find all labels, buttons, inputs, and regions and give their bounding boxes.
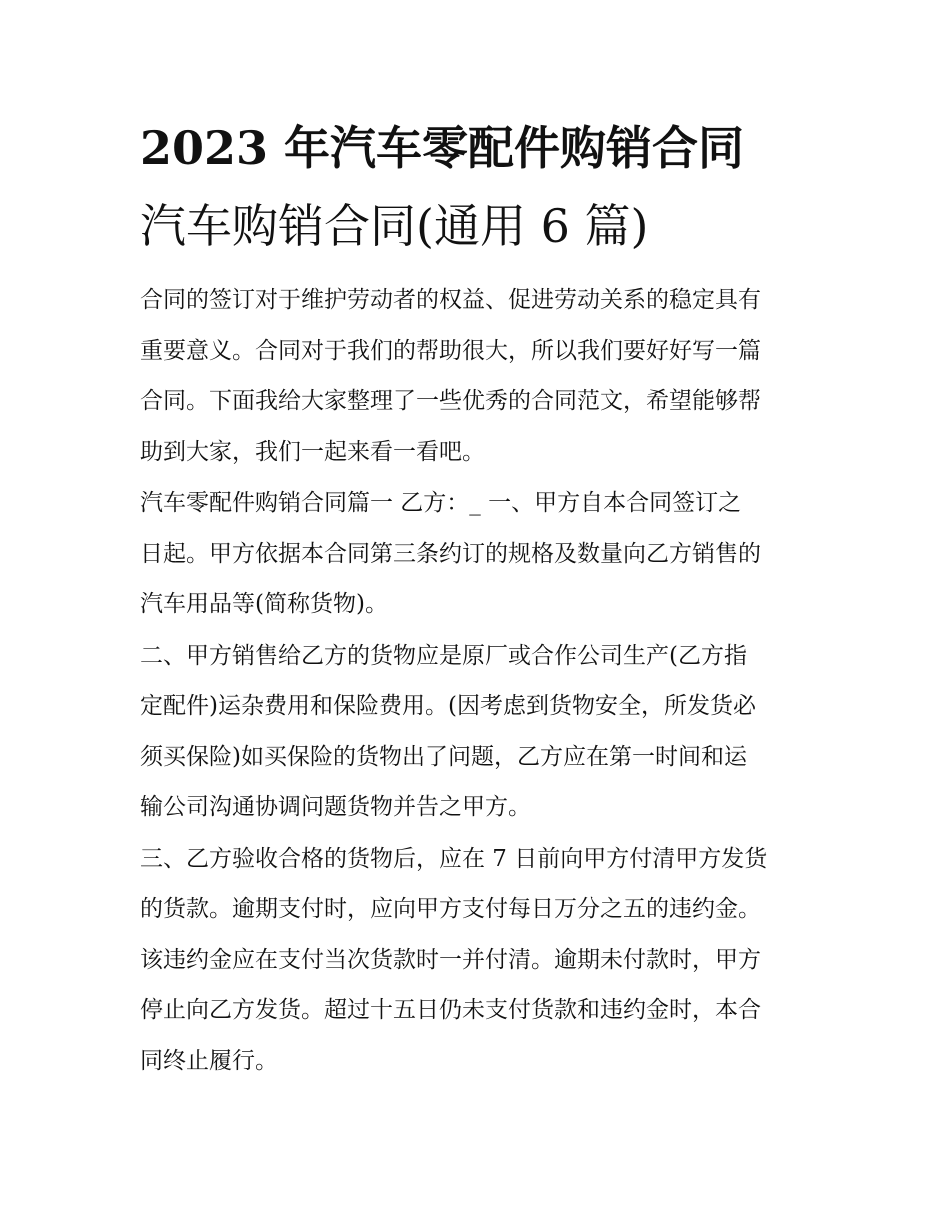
body-line: 定配件)运杂费用和保险费用。(因考虑到货物安全，所发货必: [140, 693, 756, 719]
document-title-line-1: 2023 年汽车零配件购销合同: [140, 121, 745, 175]
body-line: 助到大家，我们一起来看一看吧。: [140, 439, 485, 465]
body-line: 合同的签订对于维护劳动者的权益、促进劳动关系的稳定具有: [140, 287, 761, 313]
body-line: 重要意义。合同对于我们的帮助很大，所以我们要好好写一篇: [140, 338, 761, 364]
body-line: 该违约金应在支付当次货款时一并付清。逾期未付款时，甲方: [140, 947, 761, 973]
body-line: 合同。下面我给大家整理了一些优秀的合同范文，希望能够帮: [140, 388, 761, 414]
body-line: 汽车零配件购销合同篇一 乙方：_ 一、甲方自本合同签订之: [140, 490, 742, 516]
body-line: 三、乙方验收合格的货物后，应在 7 日前向甲方付清甲方发货: [140, 846, 768, 872]
body-line: 汽车用品等(简称货物)。: [140, 591, 388, 617]
body-line: 须买保险)如买保险的货物出了问题，乙方应在第一时间和运: [140, 744, 747, 770]
body-line: 输公司沟通协调问题货物并告之甲方。: [140, 794, 531, 820]
body-line: 同终止履行。: [140, 1048, 278, 1074]
body-line: 停止向乙方发货。超过十五日仍未支付货款和违约金时，本合: [140, 997, 761, 1023]
body-line: 日起。甲方依据本合同第三条约订的规格及数量向乙方销售的: [140, 541, 761, 567]
document-title-line-2: 汽车购销合同(通用 6 篇): [140, 199, 649, 253]
body-line: 二、甲方销售给乙方的货物应是原厂或合作公司生产(乙方指: [140, 643, 747, 669]
body-line: 的货款。逾期支付时，应向甲方支付每日万分之五的违约金。: [140, 896, 761, 922]
